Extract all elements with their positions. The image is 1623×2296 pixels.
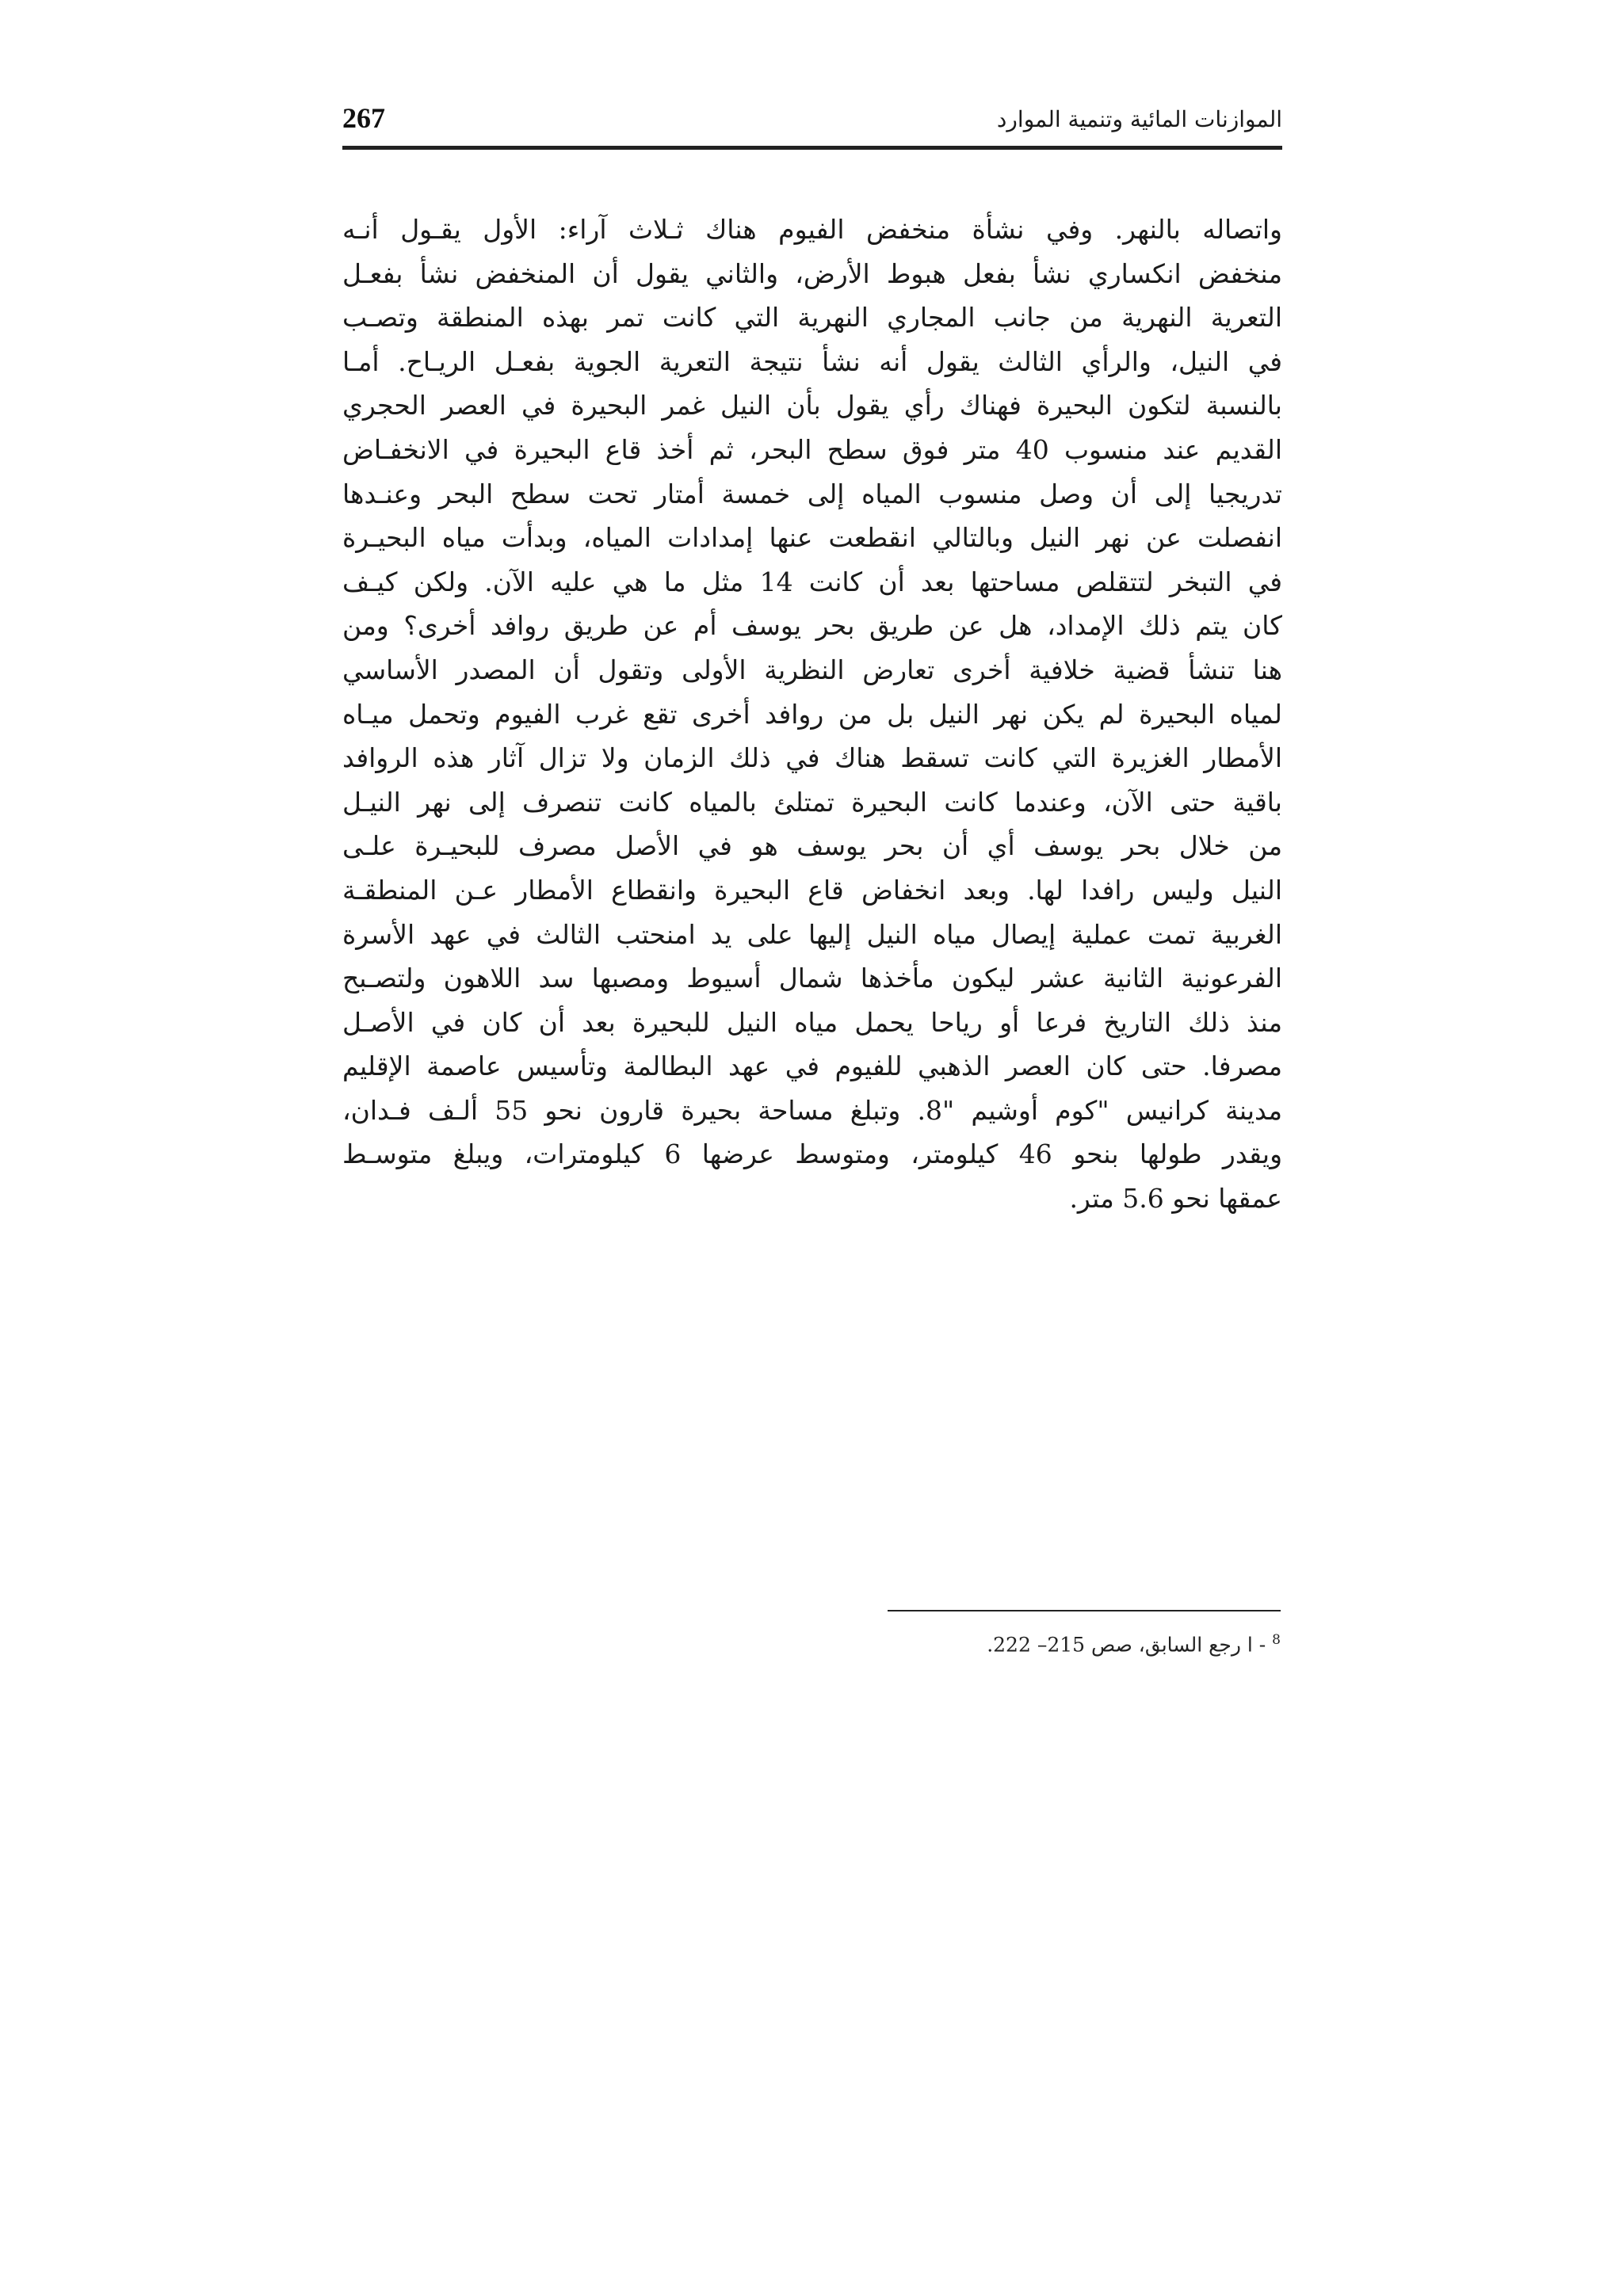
body-line: تدريجيا إلى أن وصل منسوب المياه إلى خمسة أمتار تحت سطح البحر وعنـدها — [342, 478, 1282, 509]
body-line: في النيل، والرأي الثالث يقول أنه نشأ نتيجة التعرية الجوية بفعـل الريـاح. أمـا — [342, 345, 1282, 377]
body-line: ويقدر طولها بنحو 46 كيلومتر، ومتوسط عرضها 6 كيلومترات، ويبلغ متوسـط — [342, 1138, 1282, 1170]
body-line: هنا تنشأ قضية خلافية أخرى تعارض النظرية الأولى وتقول أن المصدر الأساسي — [342, 654, 1282, 685]
body-line: منخفض انكساري نشأ بفعل هبوط الأرض، والثاني يقول أن المنخفض نشأ بفعـل — [342, 257, 1282, 289]
body-line: واتصاله بالنهر. وفي نشأة منخفض الفيوم هناك ثـلاث آراء: الأول يقـول أنـه — [342, 214, 1282, 245]
body-line: من خلال بحر يوسف أي أن بحر يوسف هو في الأصل مصرف للبحيـرة علـى — [342, 830, 1282, 862]
footnote-text: - ا رجع السابق، صص 215– 222. — [987, 1633, 1273, 1657]
running-title: الموازنات المائية وتنمية الموارد — [996, 106, 1282, 132]
body-line: انفصلت عن نهر النيل وبالتالي انقطعت عنها إمدادات المياه، وبدأت مياه البحيـرة — [342, 522, 1282, 554]
body-line: منذ ذلك التاريخ فرعا أو رياحا يحمل مياه النيل للبحيرة بعد أن كان في الأصـل — [342, 1006, 1282, 1038]
page-header — [342, 101, 1282, 149]
body-line: الغربية تمت عملية إيصال مياه النيل إليها على يد امنحتب الثالث في عهد الأسرة — [342, 918, 1282, 950]
body-line: الفرعونية الثانية عشر ليكون مأخذها شمال أسيوط ومصبها سد اللاهون ولتصـبح — [342, 963, 1282, 994]
body-line: مصرفا. حتى كان العصر الذهبي للفيوم في عهد البطالمة وتأسيس عاصمة الإقليم — [342, 1051, 1282, 1082]
body-text — [342, 208, 1282, 1221]
body-line: باقية حتى الآن، وعندما كانت البحيرة تمتلئ بالمياه كانت تنصرف إلى نهر النيـل — [342, 786, 1282, 818]
page-number: 267 — [342, 102, 385, 134]
body-line: النيل وليس رافدا لها. وبعد انخفاض قاع البحيرة وانقطاع الأمطار عـن المنطقـة — [342, 874, 1282, 906]
body-line: التعرية النهرية من جانب المجاري النهرية التي كانت تمر بهذه المنطقة وتصـب — [342, 302, 1282, 334]
body-line: مدينة كرانيس "كوم أوشيم "8. وتبلغ مساحة بحيرة قارون نحو 55 ألـف فـدان، — [342, 1094, 1282, 1126]
footnote-marker: 8 — [1272, 1632, 1281, 1648]
body-line: الأمطار الغزيرة التي كانت تسقط هناك في ذلك الزمان ولا تزال آثار هذه الروافد — [342, 742, 1282, 774]
body-line: كان يتم ذلك الإمداد، هل عن طريق بحر يوسف أم عن طريق روافد أخرى؟ ومن — [342, 610, 1282, 642]
body-line: عمقها نحو 5.6 متر. — [1069, 1183, 1282, 1215]
footnote-rule — [888, 1610, 1281, 1611]
footnote — [713, 1624, 1281, 1661]
body-line: في التبخر لتتقلص مساحتها بعد أن كانت 14 مثل ما هي عليه الآن. ولكن كيـف — [342, 566, 1282, 597]
body-line: لمياه البحيرة لم يكن نهر النيل بل من روافد أخرى تقع غرب الفيوم وتحمل ميـاه — [342, 698, 1282, 730]
body-line: بالنسبة لتكون البحيرة فهناك رأي يقول بأن النيل غمر البحيرة في العصر الحجري — [342, 390, 1282, 421]
header-rule — [342, 146, 1282, 150]
body-line: القديم عند منسوب 40 متر فوق سطح البحر، ثم أخذ قاع البحيرة في الانخفـاض — [342, 433, 1282, 465]
